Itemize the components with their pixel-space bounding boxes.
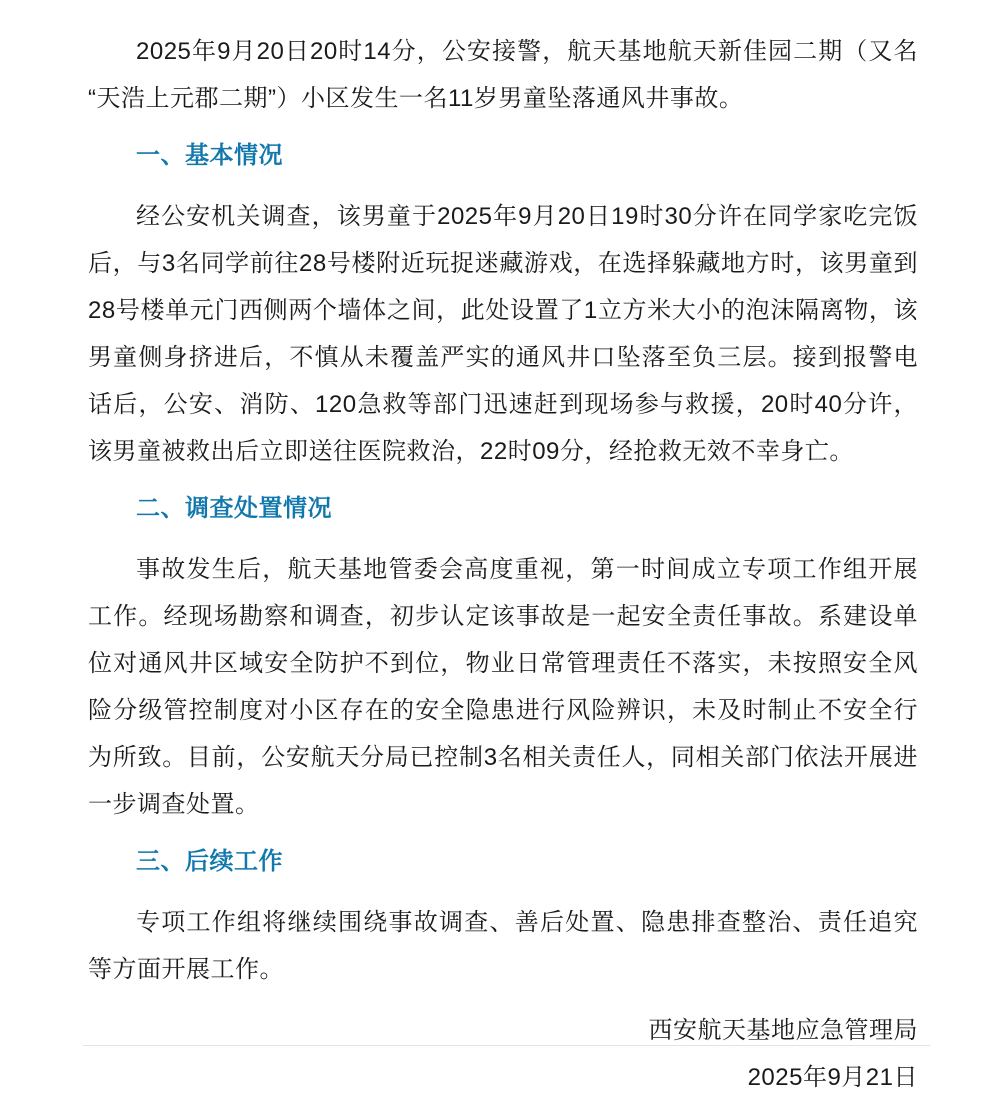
section-1-heading: 一、基本情况 (136, 142, 283, 169)
signoff-block (88, 1007, 918, 1101)
section-1-paragraph: 经公安机关调查，该男童于2025年9月20日19时30分许在同学家吃完饭后，与3名同学前往28号楼附近玩捉迷藏游戏，在选择躲藏地方时，该男童到28号楼单元门西侧两个墙体之间，此处设置了1立方米大小的泡沫隔离物，该男童侧身挤进后，不慎从未覆盖严实的通风井口坠落至负三层。接到报警电话后，公安、消防、120急救等部门迅速赶到现场参与救援，20时40分许，该男童被救出后立即送往医院救治，22时09分，经抢救无效不幸身亡。 (88, 203, 918, 465)
section-3-heading: 三、后续工作 (136, 848, 283, 875)
section-2-paragraph: 事故发生后，航天基地管委会高度重视，第一时间成立专项工作组开展工作。经现场勘察和调查，初步认定该事故是一起安全责任事故。系建设单位对通风井区域安全防护不到位，物业日常管理责任不落实，未按照安全风险分级管控制度对小区存在的安全隐患进行风险辨识，未及时制止不安全行为所致。目前，公安航天分局已控制3名相关责任人，同相关部门依法开展进一步调查处置。 (88, 556, 918, 818)
issuing-authority: 西安航天基地应急管理局 (648, 1017, 918, 1044)
report-date: 2025年9月21日 (747, 1064, 918, 1091)
bottom-divider (83, 1045, 930, 1046)
section-2-heading: 二、调查处置情况 (136, 495, 332, 522)
section-3-paragraph: 专项工作组将继续围绕事故调查、善后处置、隐患排查整治、责任追究等方面开展工作。 (88, 909, 918, 983)
intro-paragraph: 2025年9月20日20时14分，公安接警，航天基地航天新佳园二期（又名“天浩上元郡二期”）小区发生一名11岁男童坠落通风井事故。 (88, 38, 918, 112)
